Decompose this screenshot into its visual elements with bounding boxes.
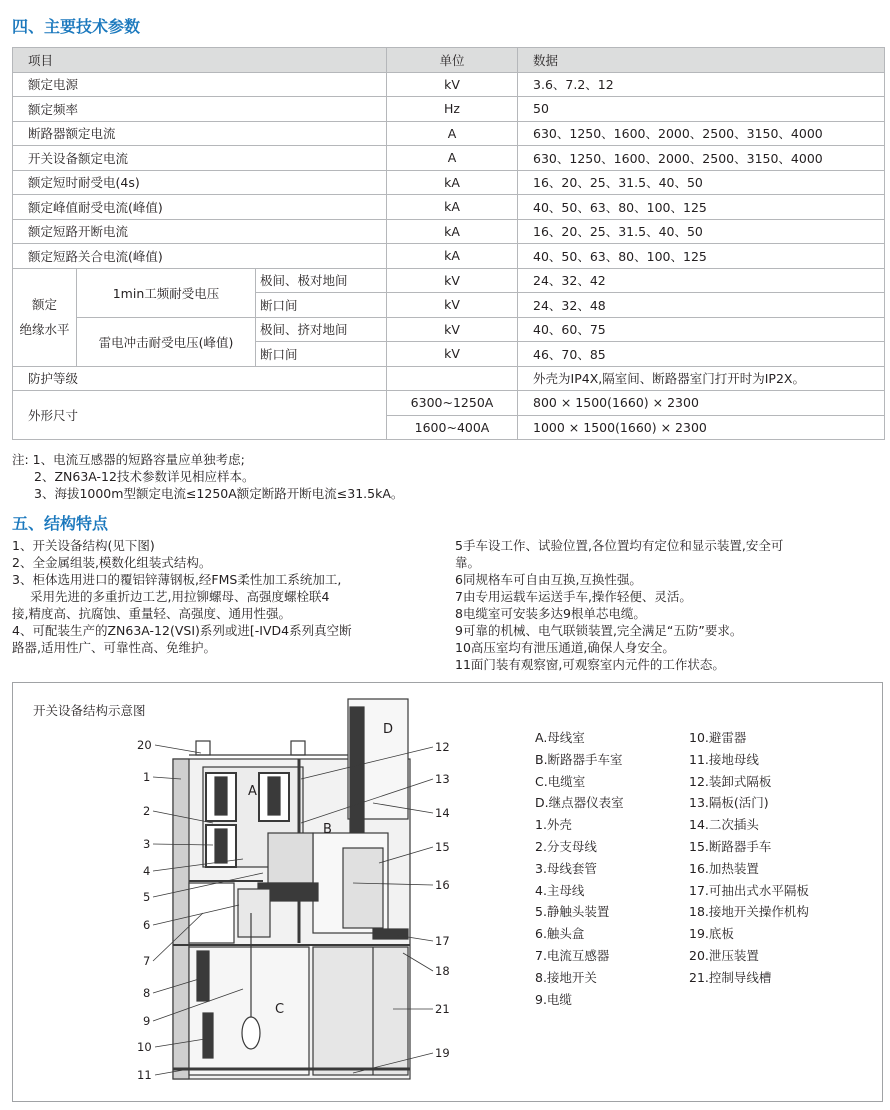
- cell-data: 46、70、85: [518, 342, 885, 367]
- note-line: 注: 1、电流互感器的短路容量应单独考虑;: [12, 452, 245, 467]
- insulation-group2-label: 雷电冲击耐受电压(峰值): [77, 317, 256, 366]
- table-row: [13, 219, 885, 244]
- room-label-b: B: [323, 822, 332, 837]
- cell-item: 断路器额定电流: [13, 121, 387, 146]
- callout-7: 7: [143, 954, 151, 968]
- callout-6: 6: [143, 918, 151, 932]
- table-row-dimensions: [13, 391, 885, 416]
- cell-unit: Hz: [387, 97, 518, 122]
- feature-line: 1、开关设备结构(见下图): [12, 538, 155, 553]
- legend-item: 3.母线套管: [535, 860, 597, 876]
- feature-line: 接,精度高、抗腐蚀、重量轻、高强度、通用性强。: [12, 606, 291, 621]
- section4-title: 四、主要技术参数: [12, 17, 141, 36]
- table-row: [13, 195, 885, 220]
- legend-item: 4.主母线: [535, 882, 585, 898]
- feature-line: 7由专用运载车运送手车,操作轻便、灵活。: [455, 589, 692, 604]
- cell-range: 1600~400A: [387, 415, 518, 440]
- callout-10: 10: [137, 1040, 152, 1054]
- legend-item: 6.触头盒: [535, 926, 585, 942]
- cell-item: 额定短路开断电流: [13, 219, 387, 244]
- legend-col1: [535, 727, 624, 1010]
- feature-line: 靠。: [455, 555, 481, 570]
- cell-item: 额定短路关合电流(峰值): [13, 244, 387, 269]
- cell-data: 外壳为IP4X,隔室间、断路器室门打开时为IP2X。: [518, 366, 885, 391]
- cell-unit: kA: [387, 170, 518, 195]
- table-row: [13, 97, 885, 122]
- legend-item: D.继点器仪表室: [535, 795, 624, 811]
- cell-data: 24、32、48: [518, 293, 885, 318]
- cell-data: 40、60、75: [518, 317, 885, 342]
- cell-unit: [387, 366, 518, 391]
- cell-unit: kA: [387, 219, 518, 244]
- legend-item: 11.接地母线: [689, 751, 759, 767]
- legend-item: B.断路器手车室: [535, 751, 623, 767]
- callout-5: 5: [143, 890, 151, 904]
- table-row: [13, 170, 885, 195]
- cell-data: 24、32、42: [518, 268, 885, 293]
- table-row: [13, 146, 885, 171]
- callout-8: 8: [143, 986, 151, 1000]
- note-line: 3、海拔1000m型额定电流≤1250A额定断路开断电流≤31.5kA。: [34, 486, 404, 501]
- feature-line: 11面门装有观察窗,可观察室内元件的工作状态。: [455, 657, 725, 672]
- callout-11: 11: [137, 1068, 152, 1082]
- cell-data: 630、1250、1600、2000、2500、3150、4000: [518, 121, 885, 146]
- insulation-label-line2: 绝缘水平: [19, 322, 70, 337]
- spec-table: [12, 47, 885, 440]
- callout-21: 21: [435, 1002, 450, 1016]
- callout-4: 4: [143, 864, 151, 878]
- room-label-d: D: [383, 722, 394, 737]
- cell-data: 40、50、63、80、100、125: [518, 195, 885, 220]
- cell-unit: kV: [387, 268, 518, 293]
- callout-9: 9: [143, 1014, 151, 1028]
- header-data: 数据: [518, 48, 885, 73]
- cell-data: 40、50、63、80、100、125: [518, 244, 885, 269]
- callout-14: 14: [435, 806, 450, 820]
- cell-item: 额定短时耐受电(4s): [13, 170, 387, 195]
- callout-16: 16: [435, 878, 450, 892]
- cell-unit: kV: [387, 317, 518, 342]
- features-right: [455, 537, 783, 673]
- callout-12: 12: [435, 740, 450, 754]
- callout-17: 17: [435, 934, 450, 948]
- callout-18: 18: [435, 964, 450, 978]
- legend-item: 20.泄压装置: [689, 947, 759, 963]
- callout-3: 3: [143, 837, 151, 851]
- table-row: [13, 72, 885, 97]
- cell-unit: kA: [387, 244, 518, 269]
- header-unit: 单位: [387, 48, 518, 73]
- table-row: [13, 121, 885, 146]
- cell-unit: A: [387, 146, 518, 171]
- table-row-insulation: [13, 317, 885, 342]
- notes: [12, 451, 403, 502]
- legend-col2: [689, 727, 809, 989]
- table-header-row: [13, 48, 885, 73]
- cell-sub: 极间、极对地间: [256, 268, 387, 293]
- diagram-title: 开关设备结构示意图: [33, 703, 146, 718]
- cell-unit: A: [387, 121, 518, 146]
- legend-item: 15.断路器手车: [689, 838, 772, 854]
- legend-item: 21.控制导线槽: [689, 969, 772, 985]
- cell-data: 1000 × 1500(1660) × 2300: [518, 415, 885, 440]
- cell-range: 6300~1250A: [387, 391, 518, 416]
- callout-13: 13: [435, 772, 450, 786]
- cell-item: 开关设备额定电流: [13, 146, 387, 171]
- cell-sub: 极间、挤对地间: [256, 317, 387, 342]
- cell-item: 防护等级: [13, 366, 387, 391]
- cell-data: 3.6、7.2、12: [518, 72, 885, 97]
- feature-line: 4、可配装生产的ZN63A-12(VSI)系列或进[-IVD4系列真空断: [12, 623, 352, 638]
- feature-line: 采用先进的多重折边工艺,用拉铆螺母、高强度螺栓联4: [30, 589, 330, 604]
- legend-item: 18.接地开关操作机构: [689, 904, 809, 920]
- header-item: 项目: [13, 48, 387, 73]
- cell-data: 16、20、25、31.5、40、50: [518, 219, 885, 244]
- section5-title: 五、结构特点: [12, 514, 109, 533]
- table-row: [13, 244, 885, 269]
- insulation-label-line1: 额定: [31, 297, 57, 312]
- cell-item: 额定电源: [13, 72, 387, 97]
- legend-item: 10.避雷器: [689, 730, 747, 745]
- table-row-insulation: [13, 268, 885, 293]
- table-row-protection: [13, 366, 885, 391]
- legend-item: 2.分支母线: [535, 838, 597, 854]
- legend-item: 9.电缆: [535, 991, 572, 1007]
- callout-1: 1: [143, 770, 151, 784]
- legend-item: 8.接地开关: [535, 969, 597, 985]
- features-left: [12, 537, 352, 656]
- legend-item: C.电缆室: [535, 773, 586, 789]
- cell-sub: 断口间: [256, 293, 387, 318]
- legend-item: 5.静触头装置: [535, 904, 610, 920]
- legend-item: 14.二次插头: [689, 817, 759, 833]
- cell-data: 16、20、25、31.5、40、50: [518, 170, 885, 195]
- legend-item: A.母线室: [535, 730, 585, 745]
- insulation-label: [13, 268, 77, 366]
- legend-item: 1.外壳: [535, 817, 572, 833]
- cell-data: 50: [518, 97, 885, 122]
- cell-unit: kA: [387, 195, 518, 220]
- cell-item: 额定峰值耐受电流(峰值): [13, 195, 387, 220]
- feature-line: 2、全金属组装,模数化组装式结构。: [12, 555, 212, 570]
- callout-19: 19: [435, 1046, 450, 1060]
- callout-20: 20: [137, 738, 152, 752]
- cell-data: 630、1250、1600、2000、2500、3150、4000: [518, 146, 885, 171]
- room-label-a: A: [248, 784, 257, 799]
- cell-unit: kV: [387, 72, 518, 97]
- legend-item: 17.可抽出式水平隔板: [689, 882, 809, 898]
- cell-data: 800 × 1500(1660) × 2300: [518, 391, 885, 416]
- diagram-box: [12, 682, 883, 1102]
- legend-item: 16.加热装置: [689, 860, 759, 876]
- insulation-group1-label: 1min工频耐受电压: [77, 268, 256, 317]
- cell-sub: 断口间: [256, 342, 387, 367]
- cell-item: 额定频率: [13, 97, 387, 122]
- cell-unit: kV: [387, 342, 518, 367]
- feature-line: 5手车设工作、试验位置,各位置均有定位和显示装置,安全可: [455, 538, 784, 553]
- room-label-c: C: [275, 1002, 285, 1017]
- note-line: 2、ZN63A-12技术参数详见相应样本。: [34, 469, 255, 484]
- feature-line: 8电缆室可安装多达9根单芯电缆。: [455, 606, 646, 621]
- callout-15: 15: [435, 840, 450, 854]
- cabinet-outline: [173, 699, 410, 1079]
- cell-unit: kV: [387, 293, 518, 318]
- cell-item: 外形尺寸: [13, 391, 387, 440]
- legend-item: 12.装卸式隔板: [689, 773, 772, 789]
- legend-item: 13.隔板(活门): [689, 795, 769, 811]
- legend-item: 19.底板: [689, 926, 734, 942]
- feature-line: 6同规格车可自由互换,互换性强。: [455, 572, 642, 587]
- feature-line: 10高压室均有泄压通道,确保人身安全。: [455, 640, 675, 655]
- callout-2: 2: [143, 804, 151, 818]
- feature-line: 9可靠的机械、电气联锁装置,完全满足“五防”要求。: [455, 623, 743, 638]
- legend-item: 7.电流互感器: [535, 947, 610, 963]
- feature-line: 3、柜体选用进口的覆铝锌薄钢板,经FMS柔性加工系统加工,: [12, 572, 342, 587]
- feature-line: 路器,适用性广、可靠性高、免维护。: [12, 640, 216, 655]
